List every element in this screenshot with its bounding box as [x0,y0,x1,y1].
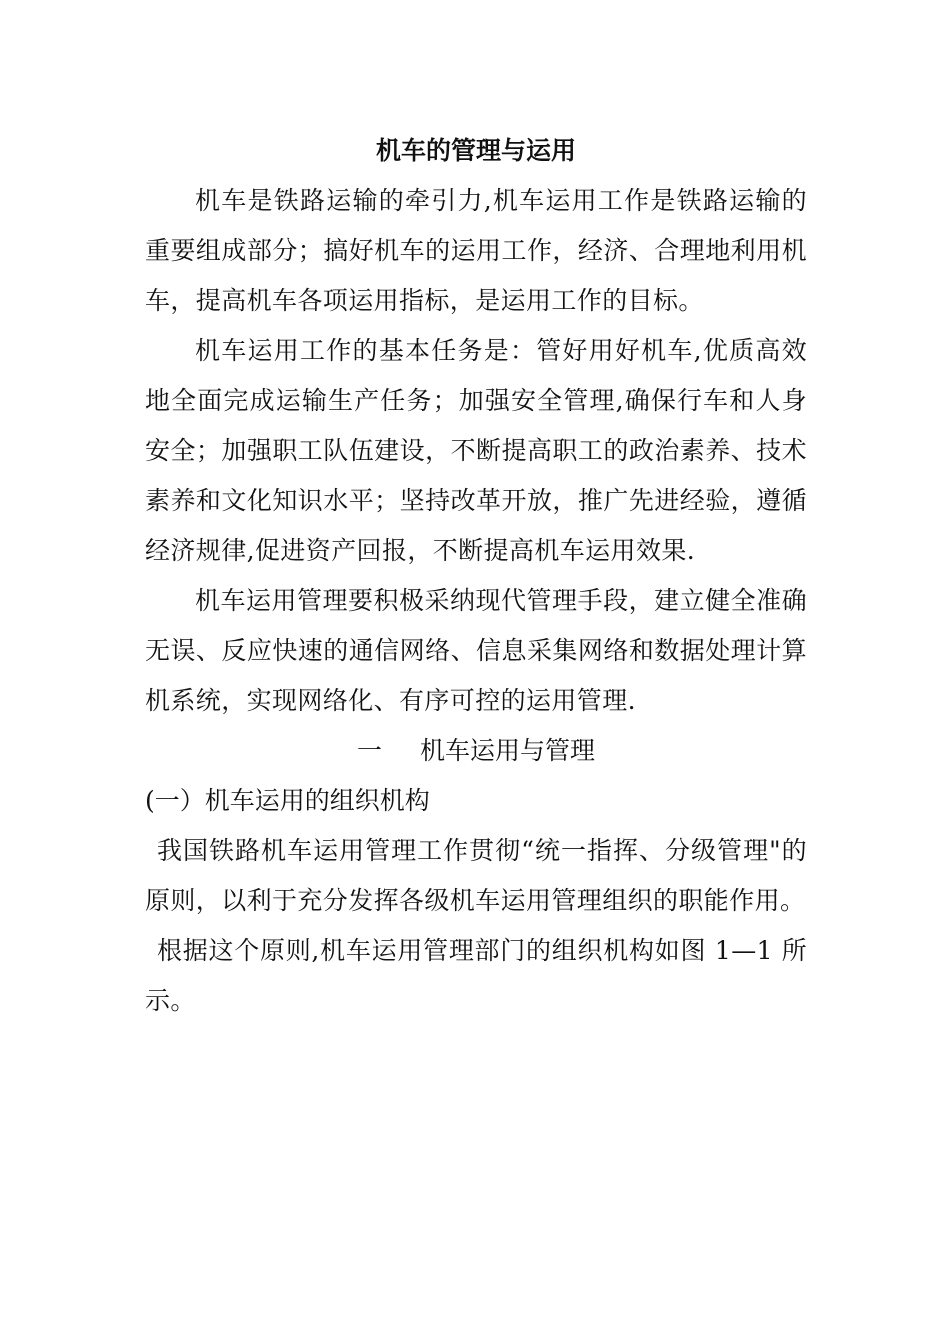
document-title: 机车的管理与运用 [375,136,576,165]
paragraph-org-structure: 根据这个原则,机车运用管理部门的组织机构如图 1—1 所示。 [145,936,807,1015]
section-heading [145,726,807,776]
paragraph-intro: 机车是铁路运输的牵引力,机车运用工作是铁路运输的重要组成部分；搞好机车的运用工作，经济、合理地利用机车，提高机车各项运用指标，是运用工作的目标。 [145,186,807,315]
document-body [145,126,807,1026]
section-title: 机车运用与管理 [420,736,596,765]
section-number: 一 [356,736,382,765]
paragraph-principle: 我国铁路机车运用管理工作贯彻“统一指挥、分级管理"的原则，以利于充分发挥各级机车运用管理组织的职能作用。 [145,836,807,915]
paragraph-basic-tasks: 机车运用工作的基本任务是：管好用好机车,优质高效地全面完成运输生产任务；加强安全管理,确保行车和人身安全；加强职工队伍建设，不断提高职工的政治素养、技术素养和文化知识水平；坚持改革开放，推广先进经验，遵循经济规律,促进资产回报，不断提高机车运用效果. [145,336,807,565]
paragraph-modern-management: 机车运用管理要积极采纳现代管理手段，建立健全准确无误、反应快速的通信网络、信息采集网络和数据处理计算机系统，实现网络化、有序可控的运用管理. [145,586,807,715]
subsection-heading: (一）机车运用的组织机构 [145,786,430,815]
